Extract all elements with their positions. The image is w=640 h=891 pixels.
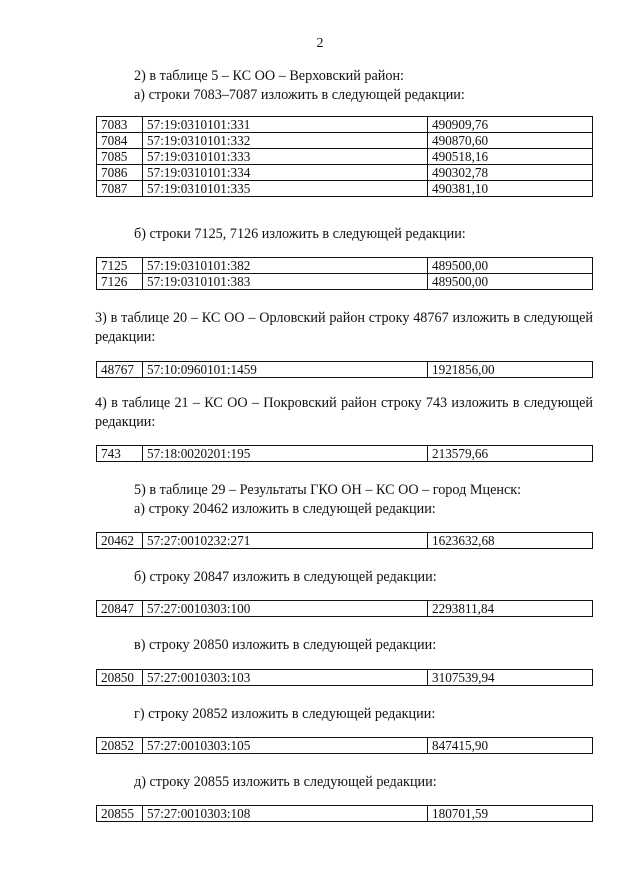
- cadastral-number-cell: 57:19:0310101:333: [143, 149, 428, 165]
- table-2b: [96, 257, 593, 290]
- section-3-title: 3) в таблице 20 – КС ОО – Орловский район строку 48767 изложить в следующей редакции:: [95, 310, 593, 345]
- table-row: [97, 362, 593, 378]
- cadastral-number-cell: 57:19:0310101:382: [143, 258, 428, 274]
- table-row: [97, 181, 593, 197]
- table-row: [97, 670, 593, 686]
- section-5b-title: б) строку 20847 изложить в следующей редакции:: [134, 569, 437, 585]
- value-cell: 180701,59: [428, 806, 593, 822]
- table-3: [96, 361, 593, 378]
- table-5d: [96, 737, 593, 754]
- row-number-cell: 7083: [97, 117, 143, 133]
- section-5d-title: г) строку 20852 изложить в следующей редакции:: [134, 706, 436, 722]
- cadastral-number-cell: 57:19:0310101:332: [143, 133, 428, 149]
- row-number-cell: 20855: [97, 806, 143, 822]
- table-row: [97, 274, 593, 290]
- value-cell: 490518,16: [428, 149, 593, 165]
- table-row: [97, 117, 593, 133]
- cadastral-number-cell: 57:27:0010303:103: [143, 670, 428, 686]
- page-number: 2: [316, 36, 324, 51]
- table-5e: [96, 805, 593, 822]
- table-row: [97, 446, 593, 462]
- section-5e-title: д) строку 20855 изложить в следующей редакции:: [134, 774, 437, 790]
- section-5c-title: в) строку 20850 изложить в следующей редакции:: [134, 637, 437, 653]
- table-4: [96, 445, 593, 462]
- section-2b-title: б) строки 7125, 7126 изложить в следующей редакции:: [134, 226, 466, 242]
- value-cell: 489500,00: [428, 258, 593, 274]
- cadastral-number-cell: 57:27:0010232:271: [143, 533, 428, 549]
- cadastral-number-cell: 57:19:0310101:331: [143, 117, 428, 133]
- value-cell: 2293811,84: [428, 601, 593, 617]
- section-4-title: 4) в таблице 21 – КС ОО – Покровский район строку 743 изложить в следующей редакции:: [95, 395, 593, 430]
- section-2a-title: а) строки 7083–7087 изложить в следующей редакции:: [134, 87, 465, 103]
- table-row: [97, 133, 593, 149]
- row-number-cell: 48767: [97, 362, 143, 378]
- cadastral-number-cell: 57:19:0310101:335: [143, 181, 428, 197]
- value-cell: 490870,60: [428, 133, 593, 149]
- table-row: [97, 258, 593, 274]
- cadastral-number-cell: 57:19:0310101:334: [143, 165, 428, 181]
- row-number-cell: 20850: [97, 670, 143, 686]
- value-cell: 1623632,68: [428, 533, 593, 549]
- table-row: [97, 601, 593, 617]
- value-cell: 3107539,94: [428, 670, 593, 686]
- section-2-title: 2) в таблице 5 – КС ОО – Верховский район:: [134, 68, 404, 84]
- cadastral-number-cell: 57:10:0960101:1459: [143, 362, 428, 378]
- value-cell: 1921856,00: [428, 362, 593, 378]
- row-number-cell: 7084: [97, 133, 143, 149]
- table-row: [97, 806, 593, 822]
- table-row: [97, 738, 593, 754]
- table-5c: [96, 669, 593, 686]
- row-number-cell: 743: [97, 446, 143, 462]
- section-5-title: 5) в таблице 29 – Результаты ГКО ОН – КС ОО – город Мценск:: [134, 482, 522, 498]
- row-number-cell: 7126: [97, 274, 143, 290]
- row-number-cell: 20852: [97, 738, 143, 754]
- value-cell: 490381,10: [428, 181, 593, 197]
- cadastral-number-cell: 57:27:0010303:100: [143, 601, 428, 617]
- row-number-cell: 7086: [97, 165, 143, 181]
- cadastral-number-cell: 57:19:0310101:383: [143, 274, 428, 290]
- table-row: [97, 165, 593, 181]
- value-cell: 489500,00: [428, 274, 593, 290]
- cadastral-number-cell: 57:18:0020201:195: [143, 446, 428, 462]
- value-cell: 213579,66: [428, 446, 593, 462]
- table-2a: [96, 116, 593, 197]
- value-cell: 490302,78: [428, 165, 593, 181]
- row-number-cell: 7087: [97, 181, 143, 197]
- table-row: [97, 533, 593, 549]
- value-cell: 847415,90: [428, 738, 593, 754]
- section-5a-title: а) строку 20462 изложить в следующей редакции:: [134, 501, 436, 517]
- table-5b: [96, 600, 593, 617]
- row-number-cell: 20462: [97, 533, 143, 549]
- row-number-cell: 7125: [97, 258, 143, 274]
- row-number-cell: 20847: [97, 601, 143, 617]
- value-cell: 490909,76: [428, 117, 593, 133]
- table-row: [97, 149, 593, 165]
- cadastral-number-cell: 57:27:0010303:105: [143, 738, 428, 754]
- cadastral-number-cell: 57:27:0010303:108: [143, 806, 428, 822]
- table-5a: [96, 532, 593, 549]
- row-number-cell: 7085: [97, 149, 143, 165]
